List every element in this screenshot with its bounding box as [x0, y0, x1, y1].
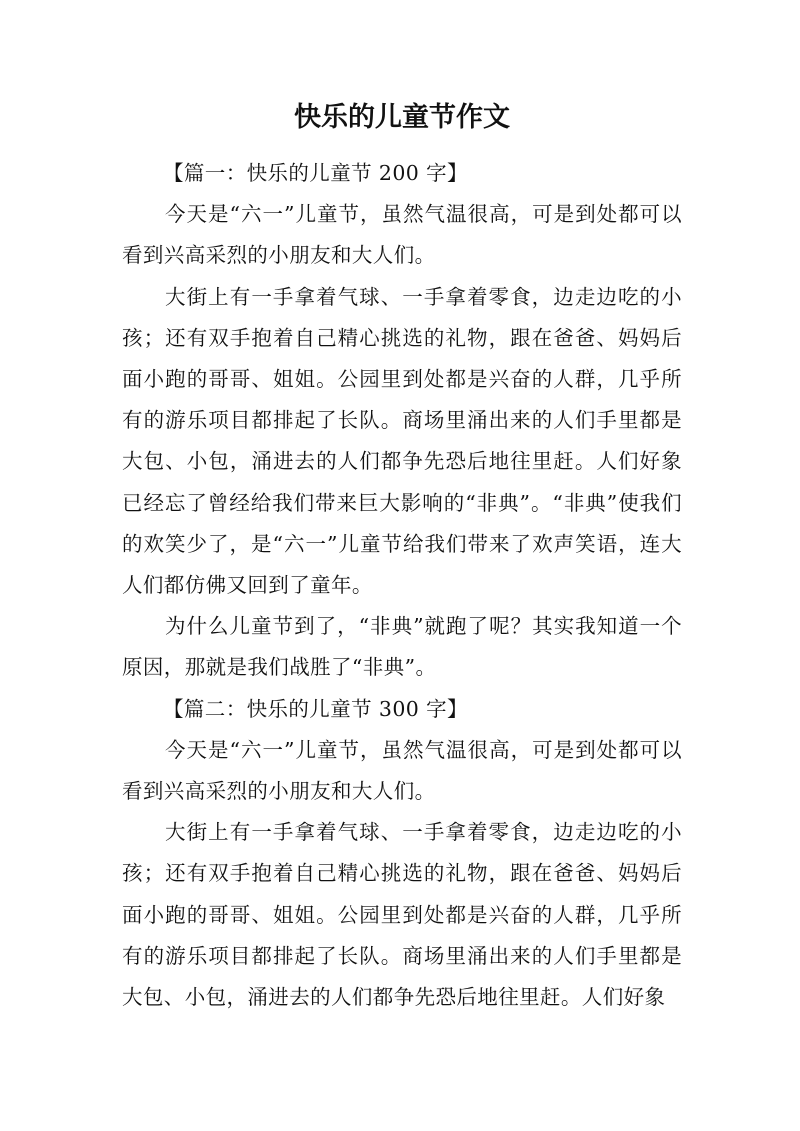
paragraph: 大街上有一手拿着气球、一手拿着零食，边走边吃的小孩；还有双手抱着自己精心挑选的礼物，跟在爸爸、妈妈后面小跑的哥哥、姐姐。公园里到处都是兴奋的人群，几乎所有的游乐项目都排起了长队。商场里涌出来的人们手里都是大包、小包，涌进去的人们都争先恐后地往里赶。人们好象已经忘了曾经给我们带来巨大影响的“非典”。“非典”使我们的欢笑少了，是“六一”儿童节给我们带来了欢声笑语，连大人们都仿佛又回到了童年。 [122, 284, 682, 598]
document-body [122, 153, 682, 1018]
paragraph: 为什么儿童节到了，“非典”就跑了呢？其实我知道一个原因，那就是我们战胜了“非典”。 [122, 614, 682, 680]
document-title: 快乐的儿童节作文 [294, 102, 510, 133]
paragraph: 今天是“六一”儿童节，虽然气温很高，可是到处都可以看到兴高采烈的小朋友和大人们。 [122, 737, 682, 804]
section-heading-2: 【篇二：快乐的儿童节 300 字】 [163, 696, 468, 721]
paragraph: 今天是“六一”儿童节，虽然气温很高，可是到处都可以看到兴高采烈的小朋友和大人们。 [122, 202, 682, 268]
paragraph: 大街上有一手拿着气球、一手拿着零食，边走边吃的小孩；还有双手抱着自己精心挑选的礼物，跟在爸爸、妈妈后面小跑的哥哥、姐姐。公园里到处都是兴奋的人群，几乎所有的游乐项目都排起了长队。商场里涌出来的人们手里都是大包、小包，涌进去的人们都争先恐后地往里赶。人们好象 [122, 820, 682, 1010]
section-heading-1: 【篇一：快乐的儿童节 200 字】 [163, 161, 468, 185]
